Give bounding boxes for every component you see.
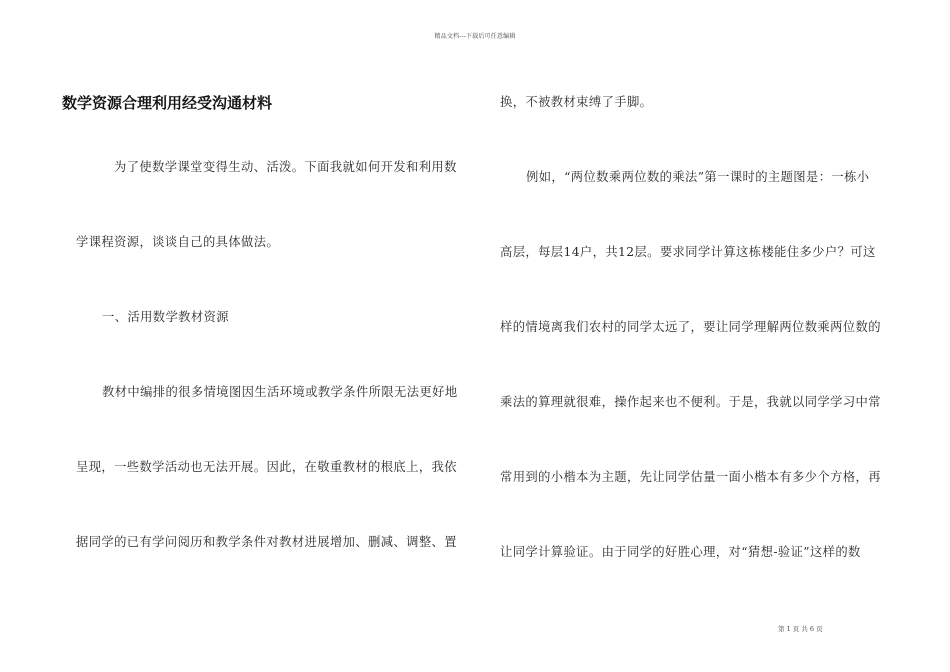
document-title: 数学资源合理利用经受沟通材料 (62, 94, 273, 112)
paragraph-line: 教材中编排的很多情境图因生活环境或教学条件所限无法更好地 (102, 385, 458, 399)
paragraph-line: 据同学的已有学问阅历和教学条件对教材进展增加、删减、调整、置 (76, 535, 457, 549)
paragraph-line: 例如，“两位数乘两位数的乘法”第一课时的主题图是：一栋小 (526, 170, 870, 184)
page-number: 第 1 页 共 6 页 (778, 625, 823, 633)
paragraph-line: 呈现，一些数学活动也无法开展。因此，在敬重教材的根底上，我依 (76, 460, 457, 474)
paragraph-line: 常用到的小楷本为主题，先让同学估量一面小楷本有多少个方格，再 (500, 470, 881, 484)
section-heading: 一、活用数学教材资源 (102, 310, 229, 324)
paragraph-line: 乘法的算理就很难，操作起来也不便利。于是，我就以同学学习中常 (500, 395, 881, 409)
paragraph-line: 高层，每层14户，共12层。要求同学计算这栋楼能住多少户？可这 (500, 245, 876, 259)
paragraph-line: 让同学计算验证。由于同学的好胜心理，对“猜想-验证”这样的数 (500, 545, 861, 559)
paragraph-line: 学课程资源，谈谈自己的具体做法。 (76, 235, 280, 249)
page-header: 精品文档---下载后可任意编辑 (434, 33, 516, 40)
paragraph-line: 为了使数学课堂变得生动、活泼。下面我就如何开发和利用数 (114, 160, 457, 174)
paragraph-line: 换，不被教材束缚了手脚。 (500, 95, 653, 109)
paragraph-line: 样的情境离我们农村的同学太远了，要让同学理解两位数乘两位数的 (500, 320, 881, 334)
